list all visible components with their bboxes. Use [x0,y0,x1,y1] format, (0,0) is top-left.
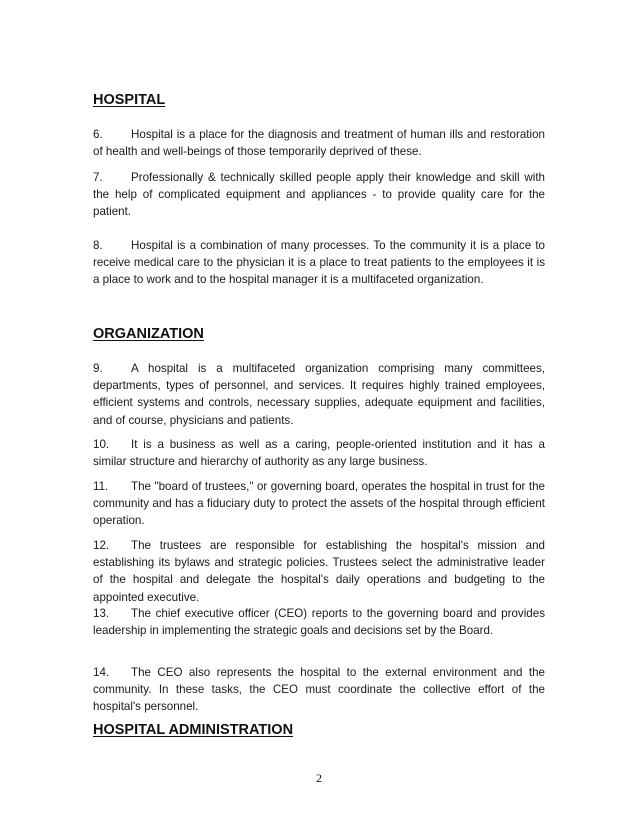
paragraph-text: The "board of trustees," or governing board, operates the hospital in trust for the community and has a fiduciary duty to protect the assets of the hospital through efficient operation. [93,480,545,528]
paragraph-text: It is a business as well as a caring, people-oriented institution and it has a similar structure and hierarchy of authority as any large business. [93,438,545,469]
section-heading-organization: ORGANIZATION [93,326,204,342]
paragraph-text: The CEO also represents the hospital to the external environment and the community. In these tasks, the CEO must coordinate the collective effort of the hospital's personnel. [93,666,545,714]
paragraph-text: The trustees are responsible for establishing the hospital's mission and establishing its bylaws and strategic policies. Trustees select the administrative leader of the hospital and delegate the hospital's daily operations and budgeting to the appointed executive. [93,539,545,604]
paragraph-number: 6. [93,128,103,141]
paragraph-number: 10. [93,438,110,451]
paragraph-12 [93,537,545,606]
paragraph-text: A hospital is a multifaceted organization comprising many committees, departments, types of personnel, and services. It requires highly trained employees, efficient systems and controls, necessary supplies, adequate equipment and facilities, and of course, physicians and patients. [93,362,545,427]
paragraph-number: 9. [93,362,103,375]
paragraph-number: 12. [93,539,110,552]
paragraph-text: Hospital is a place for the diagnosis and treatment of human ills and restoration of health and well-beings of those temporarily deprived of these. [93,128,545,159]
paragraph-text: Professionally & technically skilled people apply their knowledge and skill with the help of complicated equipment and appliances - to provide quality care for the patient. [93,171,545,219]
paragraph-8 [93,237,545,289]
paragraph-10 [93,436,545,470]
page-number: 2 [316,771,322,785]
paragraph-13 [93,605,545,639]
paragraph-number: 13. [93,607,110,620]
paragraph-9 [93,360,545,429]
paragraph-number: 8. [93,239,103,252]
paragraph-number: 11. [93,480,109,493]
paragraph-number: 7. [93,171,103,184]
section-heading-hospital-administration: HOSPITAL ADMINISTRATION [93,722,294,738]
paragraph-text: The chief executive officer (CEO) reports to the governing board and provides leadership in implementing the strategic goals and decisions set by the Board. [93,607,545,638]
paragraph-14 [93,664,545,716]
paragraph-text: Hospital is a combination of many processes. To the community it is a place to receive medical care to the physician it is a place to treat patients to the employees it is a place to work and to the hospital manager it is a multifaceted organization. [93,239,545,287]
paragraph-number: 14. [93,666,110,679]
paragraph-7 [93,169,545,221]
paragraph-6 [93,126,545,160]
paragraph-11 [93,478,545,530]
section-heading-hospital: HOSPITAL [93,92,166,108]
